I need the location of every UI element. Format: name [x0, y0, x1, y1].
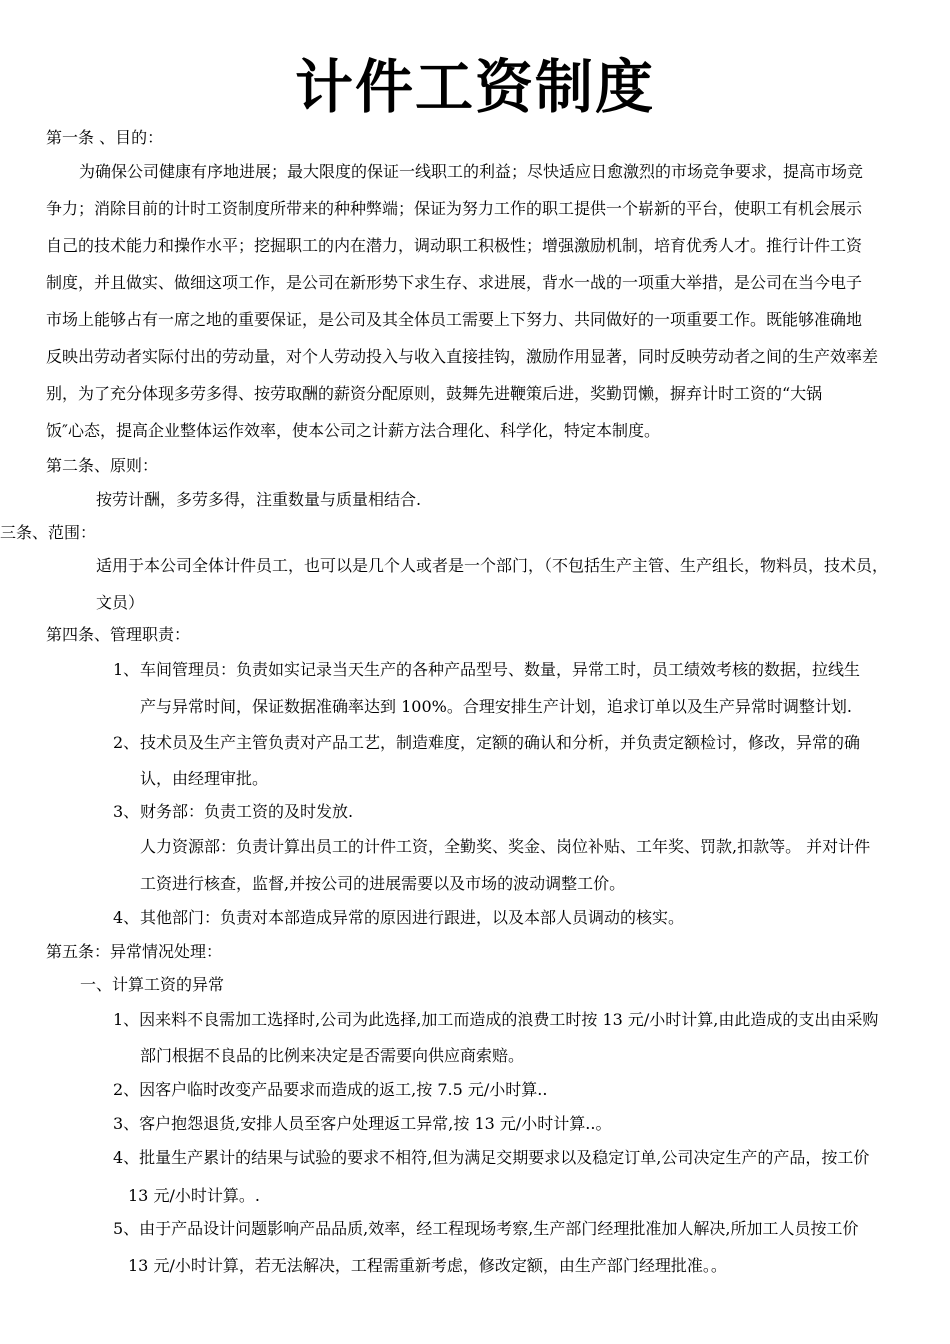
duty-hr-line-1: 人力资源部：负责计算出员工的计件工资，全勤奖、奖金、岗位补贴、工年奖、罚款,扣款等。 并对计件 — [140, 837, 871, 856]
duty-1-number: 1、 — [113, 660, 140, 679]
exception-5-line-1: 5、由于产品设计问题影响产品品质,效率，经工程现场考察,生产部门经理批准加人解决,所加工人员按工价 — [113, 1219, 859, 1238]
duty-2-line-2: 认，由经理审批。 — [140, 769, 269, 788]
document-title: 计件工资制度 — [294, 53, 655, 121]
exception-4-line-1: 4、批量生产累计的结果与试验的要求不相符,但为满足交期要求以及稳定订单,公司决定生产的产品，按工价 — [113, 1148, 870, 1167]
section-2-heading: 第二条、原则： — [46, 456, 159, 475]
exception-5-line-2: 13 元/小时计算，若无法解决，工程需重新考虑，修改定额，由生产部门经理批准。。 — [128, 1256, 727, 1275]
duty-3-line-1: 财务部：负责工资的及时发放. — [140, 802, 354, 821]
section-1-line-8: 饭″心态，提高企业整体运作效率，使本公司之计薪方法合理化、科学化，特定本制度。 — [46, 421, 660, 440]
duty-3-number: 3、 — [113, 802, 140, 821]
section-2-text: 按劳计酬，多劳多得，注重数量与质量相结合. — [96, 490, 422, 509]
section-1-line-1: 为确保公司健康有序地进展；最大限度的保证一线职工的利益；尽快适应日愈激烈的市场竞争要求，提高市场竞 — [79, 162, 864, 181]
exception-3-line-1: 3、客户抱怨退货,安排人员至客户处理返工异常,按 13 元/小时计算..。 — [113, 1114, 612, 1133]
exception-4-line-2: 13 元/小时计算。. — [128, 1186, 260, 1205]
section-4-heading: 第四条、管理职责： — [46, 625, 191, 644]
duty-1-line-1: 车间管理员：负责如实记录当天生产的各种产品型号、数量，异常工时，员工绩效考核的数据，拉线生 — [140, 660, 861, 679]
exception-1-line-1: 1、因来料不良需加工选择时,公司为此选择,加工而造成的浪费工时按 13 元/小时计算,由此造成的支出由采购 — [113, 1010, 879, 1029]
section-5-heading: 第五条：异常情况处理： — [46, 942, 223, 961]
section-1-line-7: 别，为了充分体现多劳多得、按劳取酬的薪资分配原则，鼓舞先进鞭策后进，奖勤罚懒，摒弃计时工资的“大锅 — [46, 384, 823, 403]
section-5-subheading: 一、计算工资的异常 — [80, 975, 225, 994]
section-3-line-1: 适用于本公司全体计件员工，也可以是几个人或者是一个部门，（不包括生产主管、生产组长，物料员，技术员， — [96, 556, 889, 575]
exception-1-line-2: 部门根据不良品的比例来决定是否需要向供应商索赔。 — [140, 1046, 525, 1065]
section-1-line-5: 市场上能够占有一席之地的重要保证，是公司及其全体员工需要上下努力、共同做好的一项重要工作。既能够准确地 — [46, 310, 863, 329]
section-1-heading: 第一条 、目的： — [46, 128, 164, 147]
duty-4-number: 4、 — [113, 908, 140, 927]
section-1-line-3: 自己的技术能力和操作水平；挖掘职工的内在潜力，调动职工积极性；增强激励机制，培育优秀人才。推行计件工资 — [46, 236, 863, 255]
duty-1-line-2: 产与异常时间，保证数据准确率达到 100%。合理安排生产计划，追求订单以及生产异常时调整计划. — [140, 697, 852, 716]
exception-2-line-1: 2、因客户临时改变产品要求而造成的返工,按 7.5 元/小时算.. — [113, 1080, 548, 1099]
section-1-line-2: 争力；消除目前的计时工资制度所带来的种种弊端；保证为努力工作的职工提供一个崭新的平台，使职工有机会展示 — [46, 199, 863, 218]
duty-hr-line-2: 工资进行核查，监督,并按公司的进展需要以及市场的波动调整工价。 — [140, 874, 626, 893]
duty-4-line-1: 其他部门：负责对本部造成异常的原因进行跟进，以及本部人员调动的核实。 — [140, 908, 685, 927]
duty-2-line-1: 技术员及生产主管负责对产品工艺，制造难度，定额的确认和分析，并负责定额检讨，修改，异常的确 — [140, 733, 861, 752]
section-3-line-2: 文员） — [96, 593, 145, 612]
section-1-line-6: 反映出劳动者实际付出的劳动量，对个人劳动投入与收入直接挂钩，激励作用显著，同时反映劳动者之间的生产效率差 — [46, 347, 879, 366]
duty-2-number: 2、 — [113, 733, 140, 752]
section-3-heading: 三条、范围： — [0, 523, 97, 542]
section-1-line-4: 制度，并且做实、做细这项工作，是公司在新形势下求生存、求进展，背水一战的一项重大举措，是公司在当今电子 — [46, 273, 863, 292]
